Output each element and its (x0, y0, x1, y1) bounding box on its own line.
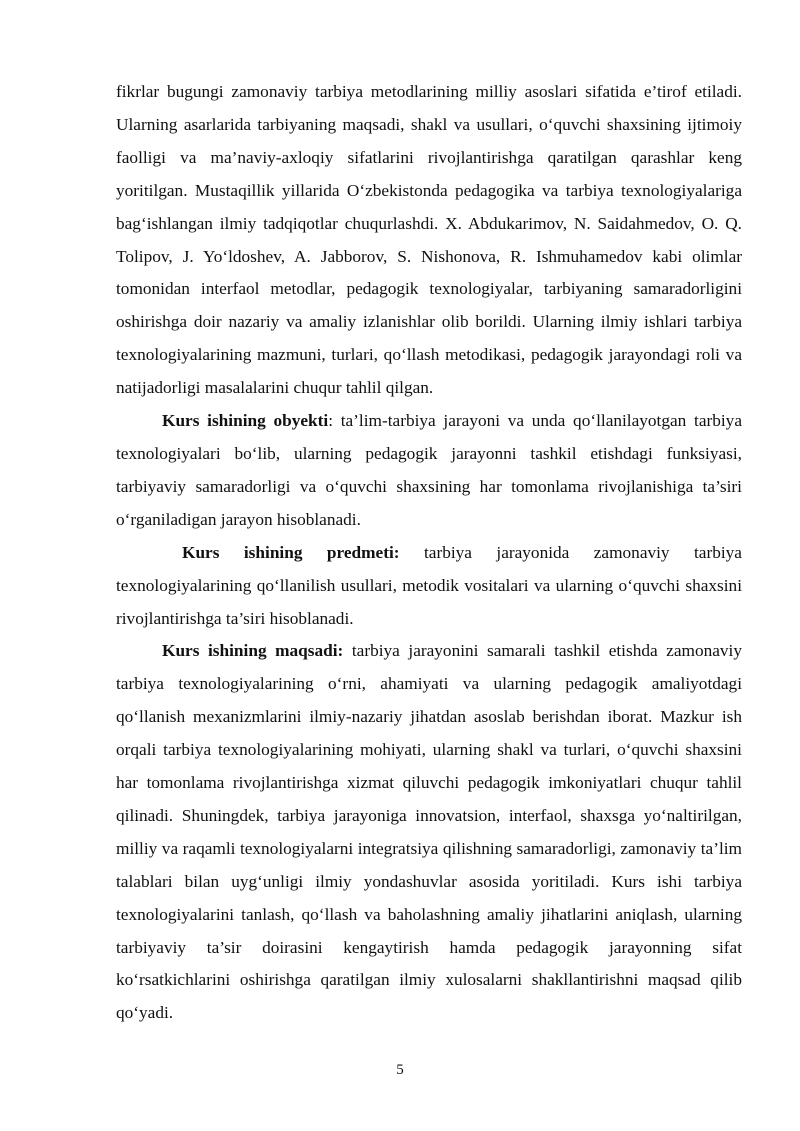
object-term: Kurs ishining obyekti (162, 411, 329, 431)
subject-text: tarbiya jarayonida zamonaviy tarbiya texnologiyalarining qo‘llanilish usullari, metodik vositalari va ularning o‘quvchi shaxsini rivojlantirishga ta’siri hisoblanadi. (116, 542, 742, 628)
paragraph-subject (116, 537, 742, 636)
page-number: 5 (396, 1062, 404, 1078)
document-page (116, 76, 742, 1030)
goal-text: tarbiya jarayonini samarali tashkil etishda zamonaviy tarbiya texnologiyalarining o‘rni, ahamiyati va ularning pedagogik amaliyotdagi qo‘llanish mexanizmlarini ilmiy-nazariy jihatdan asoslab berishdan iborat. Mazkur ish orqali tarbiya texnologiyalarining mohiyati, ularning shakl va turlari, o‘quvchi shaxsini har tomonlama rivojlantirishga xizmat qiluvchi pedagogik imkoniyatlari chuqur tahlil qilinadi. Shuningdek, tarbiya jarayoniga innovatsion, interfaol, shaxsga yo‘naltirilgan, milliy va raqamli texnologiyalarni integratsiya qilishning samaradorligi, zamonaviy ta’lim talablari bilan uyg‘unligi ilmiy yondashuvlar asosida yoritiladi. Kurs ishi tarbiya texnologiyalarini tanlash, qo‘llash va baholashning amaliy jihatlarini aniqlash, ularning tarbiyaviy ta’sir doirasini kengaytirish hamda pedagogik jarayonning sifat ko‘rsatkichlarini oshirishga qaratilgan ilmiy xulosalarni shakllantirishni maqsad qilib qo‘yadi. (116, 641, 742, 1023)
goal-term: Kurs ishining maqsadi: (162, 641, 344, 661)
subject-term: Kurs ishining predmeti: (182, 542, 400, 562)
object-text: : ta’lim-tarbiya jarayoni va unda qo‘llanilayotgan tarbiya texnologiyalari bo‘lib, ularning pedagogik jarayonni tashkil etishdagi funksiyasi, tarbiyaviy samaradorligi va o‘quvchi shaxsining har tomonlama rivojlanishiga ta’siri o‘rganiladigan jarayon hisoblanadi. (116, 411, 742, 529)
paragraph-goal (116, 635, 742, 1030)
paragraph-intro-text: fikrlar bugungi zamonaviy tarbiya metodlarining milliy asoslari sifatida e’tirof etiladi. Ularning asarlarida tarbiyaning maqsadi, shakl va usullari, o‘quvchi shaxsining ijtimoiy faolligi va ma’naviy-axloqiy sifatlarini rivojlantirishga qaratilgan qarashlar keng yoritilgan. Mustaqillik yillarida O‘zbekistonda pedagogika va tarbiya texnologiyalariga bag‘ishlangan ilmiy tadqiqotlar chuqurlashdi. X. Abdukarimov, N. Saidahmedov, O. Q. Tolipov, J. Yo‘ldoshev, A. Jabborov, S. Nishonova, R. Ishmuhamedov kabi olimlar tomonidan interfaol metodlar, pedagogik texnologiyalar, tarbiyaning samaradorligini oshirishga doir nazariy va amaliy izlanishlar olib borildi. Ularning ilmiy ishlari tarbiya texnologiyalarining mazmuni, turlari, qo‘llash metodikasi, pedagogik jarayondagi roli va natijadorligi masalalarini chuqur tahlil qilgan. (116, 82, 742, 398)
paragraph-intro (116, 76, 742, 405)
paragraph-object (116, 405, 742, 537)
